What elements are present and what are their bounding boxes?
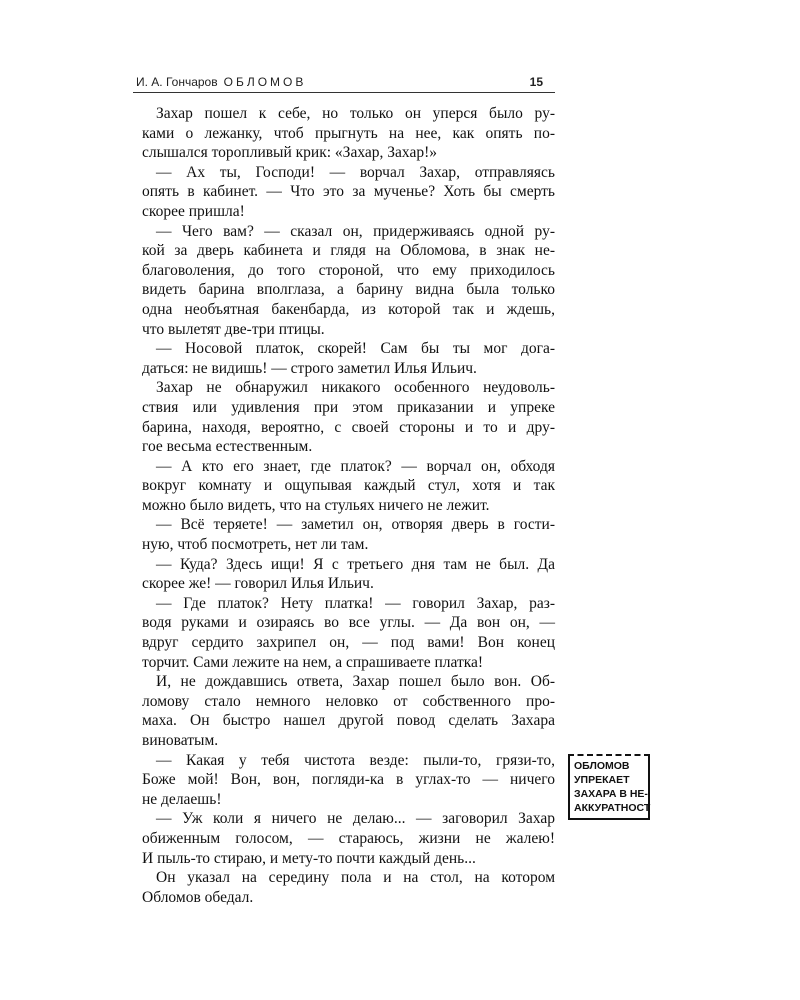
text-line: слышался торопливый крик: «Захар, Захар!» [142,144,437,162]
margin-note-line: ЗАХАРА В НЕ- [574,788,648,800]
text-line: гое весьма естественным. [142,438,313,456]
text-line: Обломов обедал. [142,888,254,906]
paragraph [142,163,555,222]
text-line: — Куда? Здесь ищи! Я с третьего дня там не был. Да [156,555,555,573]
text-line: кой за дверь кабинета и глядя на Обломова, в знак не- [142,242,555,260]
text-line: Он указал на середину пола и на стол, на котором [156,869,555,887]
paragraph [142,751,555,810]
text-line: ломову стало немного неловко от собственного про- [142,692,555,710]
text-line: обиженным голосом, — стараюсь, жизни не жалею! [142,829,555,847]
text-line: — Ах ты, Господи! — ворчал Захар, отправляясь [156,163,555,181]
text-line: ствия или удивления при этом приказании и упреке [142,398,555,416]
text-line: — Какая у тебя чистота везде: пыли-то, грязи-то, [156,751,555,769]
text-line: — Чего вам? — сказал он, придерживаясь одной ру- [156,222,555,240]
text-line: — Всё теряете! — заметил он, отворяя дверь в гости- [156,516,555,534]
text-line: вокруг комнату и ощупывая каждый стул, хотя и так [142,477,555,495]
body-text [142,104,555,907]
text-line: — Где платок? Нету платка! — говорил Захар, раз- [156,594,555,612]
paragraph [142,457,555,516]
margin-note [568,754,650,820]
paragraph [142,378,555,456]
paragraph [142,222,555,340]
paragraph [142,555,555,594]
text-line: вдруг сердито захрипел он, — под вами! Вон конец [142,634,555,652]
paragraph [142,672,555,750]
text-line: Захар пошел к себе, но только он уперся было ру- [156,105,555,122]
text-line: маха. Он быстро нашел другой повод сделать Захара [142,712,555,730]
margin-note-line: АККУРАТНОСТ [574,802,651,814]
text-line: Захар не обнаружил никакого особенного неудоволь- [156,379,555,397]
text-line: благоволения, до того стороной, что ему приходилось [142,261,555,279]
text-line: одна необъятная бакенбарда, из которой так и ждешь, [142,300,555,318]
text-line: Боже мой! Вон, вон, погляди-ка в углах-то — ничего [142,771,555,789]
header-author: И. А. Гончаров ОБЛОМОВ [136,75,307,89]
text-line: — А кто его знает, где платок? — ворчал он, обходя [156,457,555,475]
text-line: даться: не видишь! — строго заметил Илья Ильич. [142,359,477,377]
text-line: водя руками и озираясь во все углы. — Да вон он, — [142,614,555,632]
text-line: скорее же! — говорил Илья Ильич. [142,575,374,593]
text-line: барина, находя, вероятно, с своей стороны и то и дру- [142,418,555,436]
text-line: что вылетят две-три птицы. [142,320,325,338]
text-line: опять в кабинет. — Что это за мученье? Хоть бы смерть [142,183,555,201]
margin-note-line: ОБЛОМОВ [574,760,630,772]
text-line: — Уж коли я ничего не делаю... — заговорил Захар [156,810,555,828]
text-line: И пыль-то стираю, и мету-то почти каждый день... [142,849,476,867]
text-line: не делаешь! [142,790,222,808]
header-book-title: ОБЛОМОВ [223,75,307,89]
text-line: виноватым. [142,732,219,749]
text-line: И, не дождавшись ответа, Захар пошел было вон. Об- [156,673,555,691]
paragraph [142,809,555,868]
page-number: 15 [529,75,543,89]
text-line: скорее пришла! [142,202,245,220]
paragraph [142,515,555,554]
text-line: торчит. Сами лежите на нем, а спрашиваете платка! [142,653,484,671]
running-header [133,70,555,93]
margin-note-line: УПРЕКАЕТ [574,774,630,786]
text-line: ную, чтоб посмотреть, нет ли там. [142,536,369,554]
paragraph [142,104,555,163]
paragraph [142,339,555,378]
text-line: ками о лежанку, чтоб прыгнуть на нее, как опять по- [142,124,555,142]
text-line: — Носовой платок, скорей! Сам бы ты мог дога- [156,340,555,358]
text-line: можно было видеть, что на стульях ничего не лежит. [142,496,490,514]
text-line: видеть барина вполглаза, а барину видна была только [142,281,555,299]
paragraph [142,868,555,907]
paragraph [142,594,555,672]
